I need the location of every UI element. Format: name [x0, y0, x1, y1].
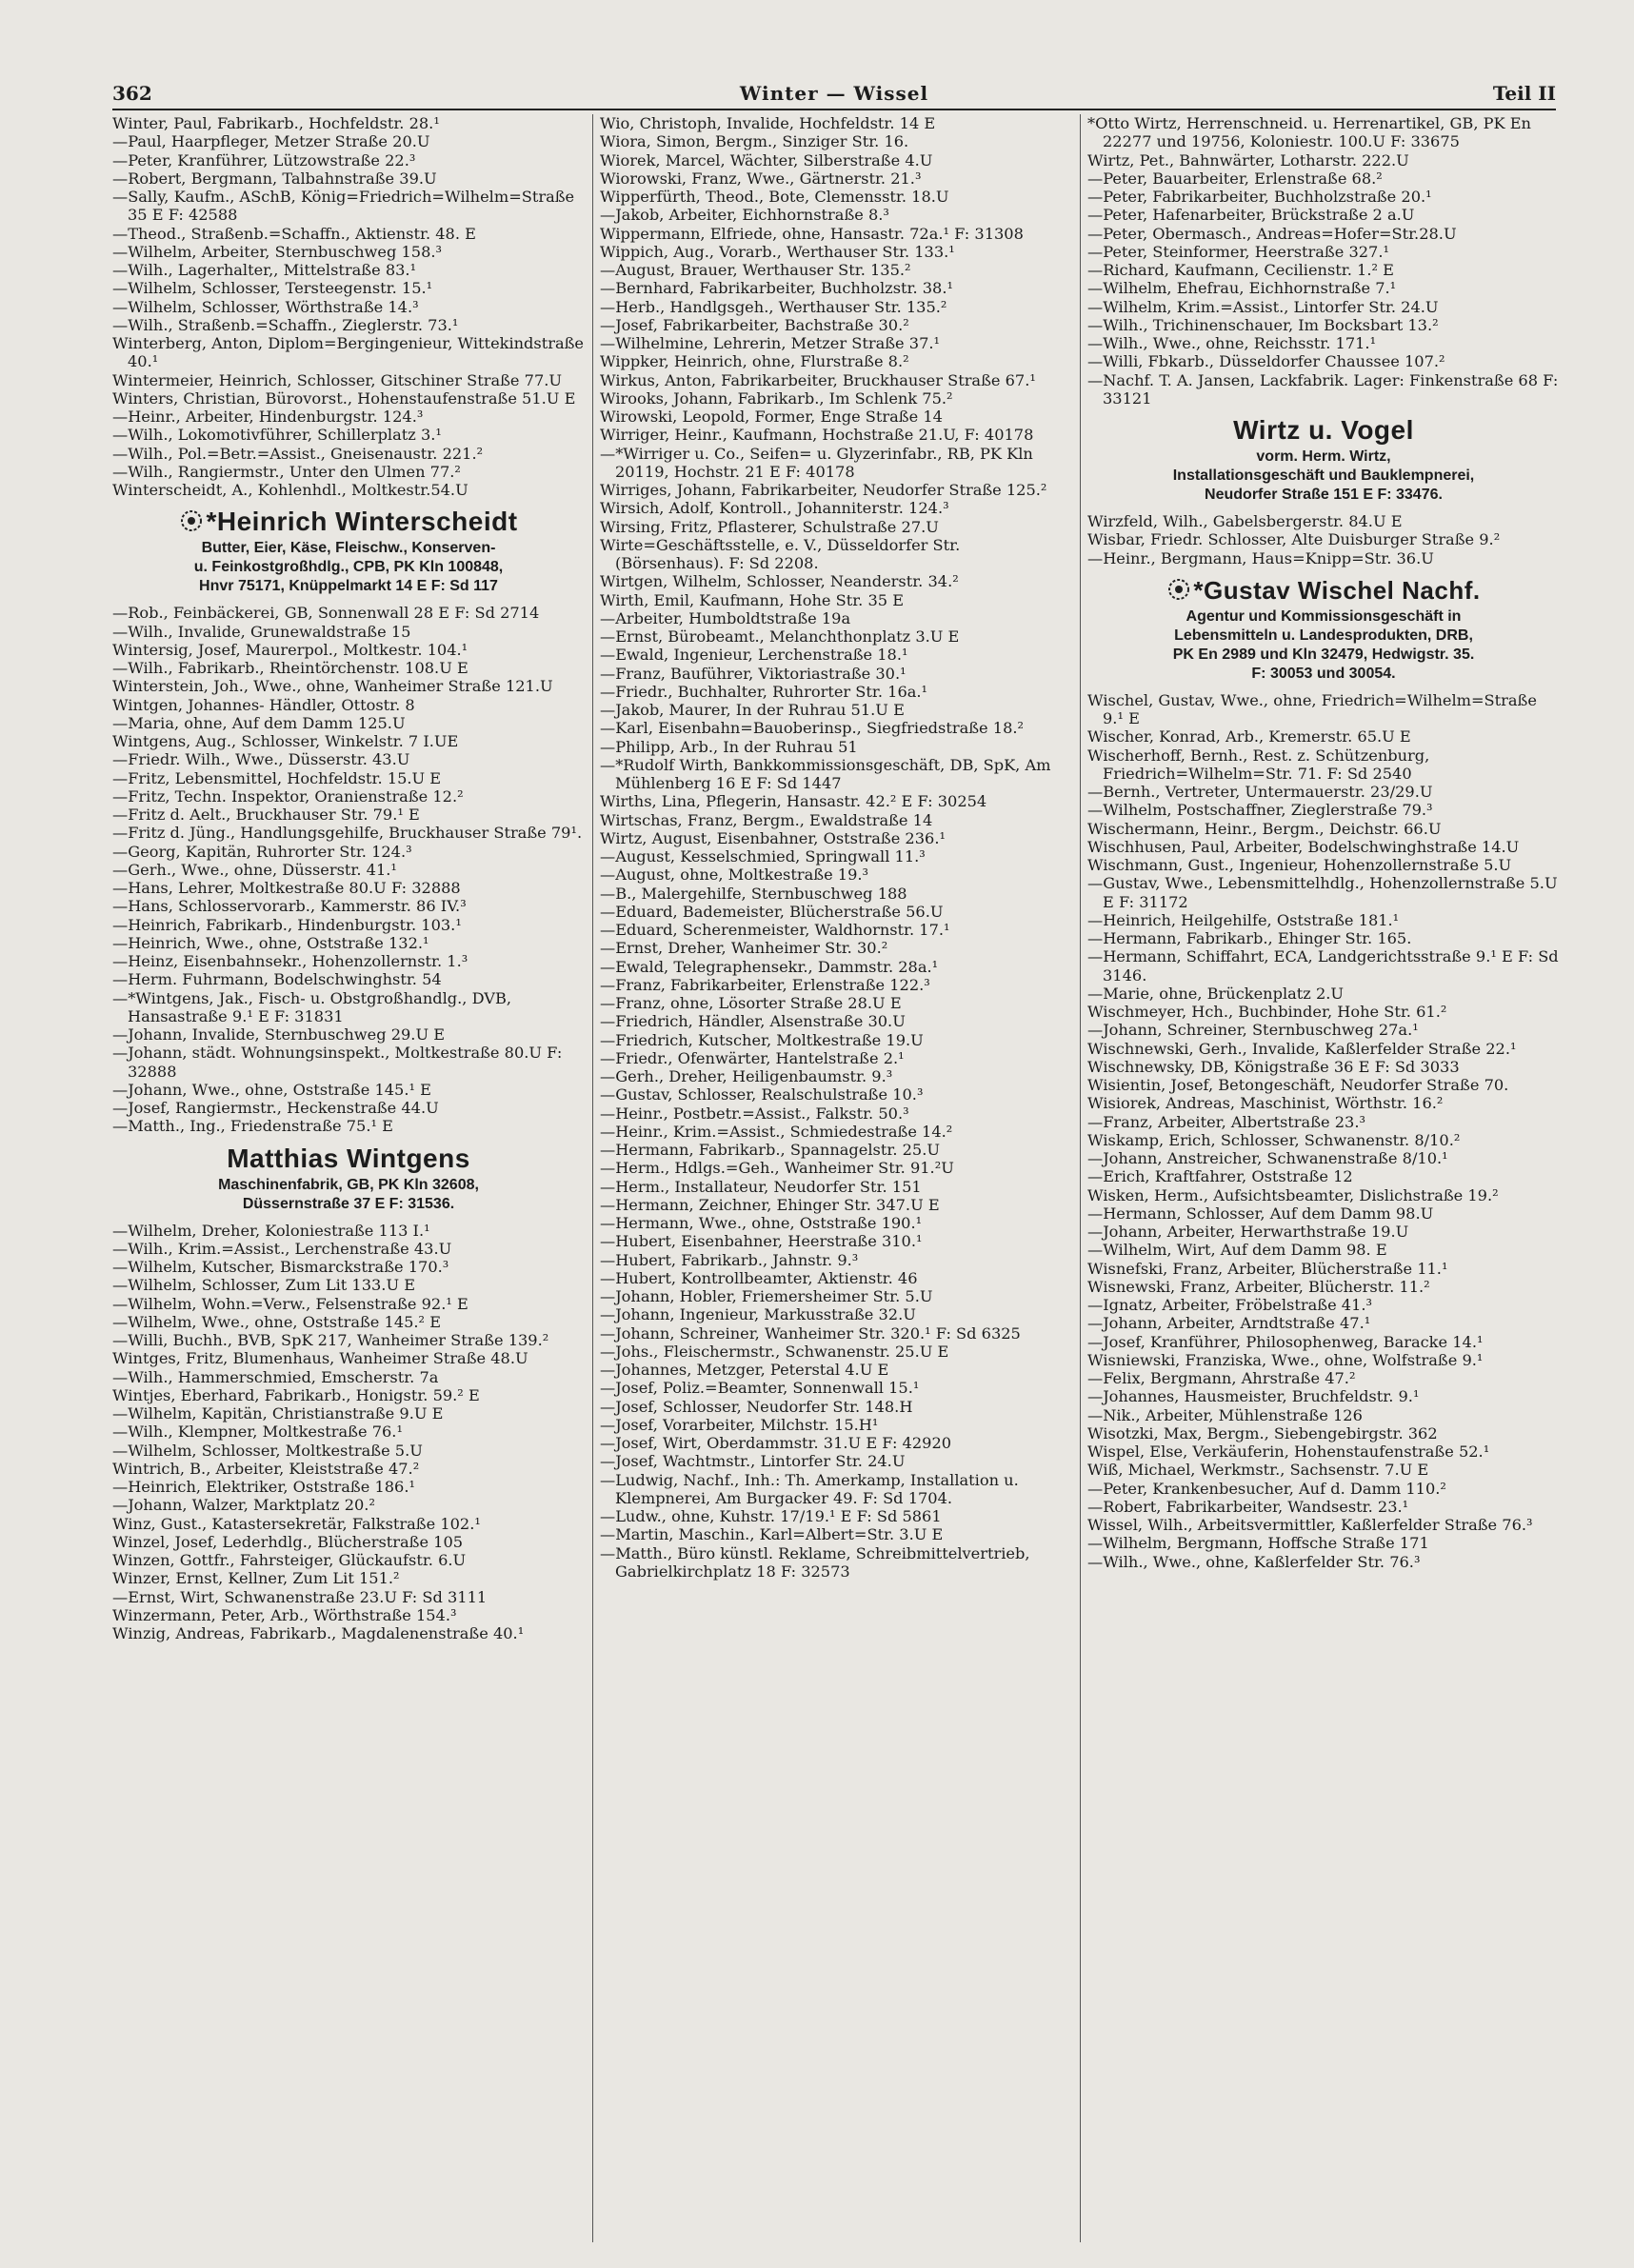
- directory-entry: —Ludw., ohne, Kuhstr. 17/19.¹ E F: Sd 5861: [600, 1507, 942, 1525]
- directory-entry: Wispel, Else, Verkäuferin, Hohenstaufenstraße 52.¹: [1087, 1442, 1490, 1461]
- directory-entry: Wisbar, Friedr. Schlosser, Alte Duisburger Straße 9.²: [1087, 530, 1501, 549]
- directory-entry: —Nachf. T. A. Jansen, Lackfabrik. Lager: Finkenstraße 68 F: 33121: [1087, 370, 1559, 408]
- directory-entry: —Wilhelm, Dreher, Koloniestraße 113 I.¹: [112, 1221, 430, 1240]
- directory-entry: Wintjes, Eberhard, Fabrikarb., Honigstr. 59.² E: [112, 1385, 480, 1404]
- ad-title: *Gustav Wischel Nachf.: [1193, 575, 1481, 605]
- directory-entry: —Herm. Fuhrmann, Bodelschwinghstr. 54: [112, 970, 442, 989]
- directory-entry: Wirth, Emil, Kaufmann, Hohe Str. 35 E: [600, 590, 905, 609]
- directory-entry: Winz, Gust., Katastersekretär, Falkstraße 102.¹: [112, 1514, 481, 1533]
- directory-entry: —Marie, ohne, Brückenplatz 2.U: [1087, 984, 1345, 1003]
- directory-entry: —Bernh., Vertreter, Untermauerstr. 23/29.U: [1087, 783, 1433, 801]
- directory-entry: —Nik., Arbeiter, Mühlenstraße 126: [1087, 1405, 1363, 1424]
- page-title: Winter — Wissel: [739, 82, 929, 105]
- directory-entry: Winzermann, Peter, Arb., Wörthstraße 154.³: [112, 1605, 457, 1624]
- directory-entry: Wiß, Michael, Werkmstr., Sachsenstr. 7.U E: [1087, 1461, 1429, 1480]
- directory-entry: —Johann, Anstreicher, Schwanenstraße 8/10.¹: [1087, 1149, 1448, 1167]
- directory-entry: —Johannes, Hausmeister, Bruchfeldstr. 9.¹: [1087, 1387, 1420, 1406]
- directory-entry: —Hans, Schlosservorarb., Kammerstr. 86 IV.³: [112, 897, 467, 916]
- directory-entry: Wiskamp, Erich, Schlosser, Schwanenstr. 8/10.²: [1087, 1130, 1461, 1149]
- directory-entry: —Ewald, Telegraphensekr., Dammstr. 28a.¹: [600, 957, 939, 976]
- directory-entry: —Robert, Bergmann, Talbahnstraße 39.U: [112, 169, 437, 188]
- directory-entry: Wirooks, Johann, Fabrikarb., Im Schlenk 75.²: [600, 388, 953, 408]
- directory-entry: —Felix, Bergmann, Ahrstraße 47.²: [1087, 1369, 1356, 1387]
- directory-entry: Winterberg, Anton, Diplom=Bergingenieur, Wittekindstraße 40.¹: [112, 334, 585, 371]
- directory-entry: —Wilh., Straßenb.=Schaffn., Zieglerstr. 73.¹: [112, 315, 459, 334]
- directory-entry: Wintermeier, Heinrich, Schlosser, Gitschiner Straße 77.U: [112, 370, 563, 389]
- directory-entry: Wirtz, Pet., Bahnwärter, Lotharstr. 222.U: [1087, 150, 1409, 169]
- directory-entry: —Johann, Arbeiter, Arndtstraße 47.¹: [1087, 1314, 1371, 1333]
- directory-entry: —Franz, Bauführer, Viktoriastraße 30.¹: [600, 664, 907, 683]
- directory-entry: —Josef, Wachtmstr., Lintorfer Str. 24.U: [600, 1452, 906, 1471]
- directory-entry: Wipperfürth, Theod., Bote, Clemensstr. 18.U: [600, 188, 949, 206]
- ad-line: Butter, Eier, Käse, Fleischw., Konserven-: [201, 540, 496, 557]
- directory-entry: Wirowski, Leopold, Former, Enge Straße 14: [600, 408, 943, 426]
- directory-entry: —Rob., Feinbäckerei, GB, Sonnenwall 28 E F: Sd 2714: [112, 604, 540, 623]
- directory-entry: —Franz, Fabrikarbeiter, Erlenstraße 122.³: [600, 975, 930, 994]
- directory-entry: —Josef, Vorarbeiter, Milchstr. 15.H¹: [600, 1415, 879, 1434]
- directory-entry: —Johann, Schreiner, Sternbuschweg 27a.¹: [1087, 1021, 1419, 1040]
- ad-line: Hnvr 75171, Knüppelmarkt 14 E F: Sd 117: [199, 578, 498, 595]
- directory-entry: —Wilhelm, Schlosser, Tersteegenstr. 15.¹: [112, 279, 433, 298]
- directory-entry: —Eduard, Bademeister, Blücherstraße 56.U: [600, 902, 944, 921]
- directory-entry: —Martin, Maschin., Karl=Albert=Str. 3.U E: [600, 1525, 944, 1544]
- advertisement: [112, 1142, 585, 1214]
- directory-entry: —Peter, Obermasch., Andreas=Hofer=Str.28.U: [1087, 224, 1457, 243]
- directory-entry: —Josef, Kranführer, Philosophenweg, Baracke 14.¹: [1087, 1332, 1484, 1351]
- directory-entry: —Ludwig, Nachf., Inh.: Th. Amerkamp, Installation u. Klempnerei, Am Burgacker 49. F: Sd 1704.: [600, 1470, 1019, 1507]
- directory-entry: —Josef, Poliz.=Beamter, Sonnenwall 15.¹: [600, 1379, 920, 1398]
- ad-line: Agentur und Kommissionsgeschäft in: [1186, 607, 1462, 625]
- directory-entry: Wintgens, Aug., Schlosser, Winkelstr. 7 I.UE: [112, 732, 459, 750]
- directory-entry: —Richard, Kaufmann, Cecilienstr. 1.² E: [1087, 261, 1394, 279]
- directory-entry: —Wilh., Fabrikarb., Rheintörchenstr. 108.U E: [112, 659, 468, 677]
- directory-entry: —Josef, Fabrikarbeiter, Bachstraße 30.²: [600, 315, 909, 334]
- directory-entry: —Friedr., Ofenwärter, Hantelstraße 2.¹: [600, 1048, 905, 1067]
- directory-entry: —Peter, Bauarbeiter, Erlenstraße 68.²: [1087, 169, 1383, 188]
- directory-entry: —Wilh., Invalide, Grunewaldstraße 15: [112, 622, 411, 641]
- directory-entry: Winterstein, Joh., Wwe., ohne, Wanheimer Straße 121.U: [112, 677, 553, 696]
- directory-entry: —Ewald, Ingenieur, Lerchenstraße 18.¹: [600, 646, 908, 665]
- ad-text: [1087, 607, 1560, 684]
- directory-entry: —Friedrich, Händler, Alsenstraße 30.U: [600, 1012, 906, 1031]
- directory-entry: —*Wirriger u. Co., Seifen= u. Glyzerinfabr., RB, PK Kln 20119, Hochstr. 21 E F: 40178: [600, 444, 1033, 481]
- directory-entry: Wischhusen, Paul, Arbeiter, Bodelschwinghstraße 14.U: [1087, 837, 1520, 856]
- page-part: Teil II: [1492, 82, 1556, 105]
- entry-list: [1087, 512, 1560, 567]
- directory-entry: Wirsich, Adolf, Kontroll., Johanniterstr. 124.³: [600, 499, 949, 518]
- ad-title: *Heinrich Winterscheidt: [206, 507, 518, 537]
- directory-entry: —Wilhelm, Schlosser, Zum Lit 133.U E: [112, 1276, 416, 1295]
- column-3: [1087, 114, 1560, 2242]
- ad-text: [112, 539, 585, 596]
- directory-entry: Wisientin, Josef, Betongeschäft, Neudorfer Straße 70.: [1087, 1076, 1509, 1094]
- directory-entry: —Wilhelm, Bergmann, Hoffsche Straße 171: [1087, 1534, 1429, 1553]
- directory-entry: —Hermann, Schiffahrt, ECA, Landgerichtsstraße 9.¹ E F: Sd 3146.: [1087, 947, 1559, 985]
- directory-entry: Wischermann, Heinr., Bergm., Deichstr. 66.U: [1087, 819, 1442, 838]
- directory-entry: —Matth., Büro künstl. Reklame, Schreibmittelvertrieb, Gabrielkirchplatz 18 F: 32573: [600, 1543, 1030, 1581]
- directory-entry: —Wilhelm, Wwe., ohne, Oststraße 145.² E: [112, 1312, 442, 1331]
- directory-entry: Wiorowski, Franz, Wwe., Gärtnerstr. 21.³: [600, 169, 922, 188]
- page-number: 362: [112, 82, 152, 105]
- directory-entry: —Wilh., Klempner, Moltkestraße 76.¹: [112, 1422, 403, 1442]
- directory-entry: —Wilhelm, Schlosser, Wörthstraße 14.³: [112, 297, 419, 316]
- directory-entry: —Georg, Kapitän, Ruhrorter Str. 124.³: [112, 842, 412, 861]
- column-divider: [1080, 114, 1081, 2242]
- directory-entry: —Wilhelm, Wirt, Auf dem Damm 98. E: [1087, 1241, 1387, 1260]
- directory-entry: —August, Kesselschmied, Springwall 11.³: [600, 847, 926, 865]
- directory-entry: —Heinr., Arbeiter, Hindenburgstr. 124.³: [112, 408, 424, 426]
- directory-entry: —Wilhelm, Krim.=Assist., Lintorfer Str. 24.U: [1087, 297, 1439, 316]
- directory-entry: —Johann, Hobler, Friemersheimer Str. 5.U: [600, 1287, 933, 1305]
- entry-list: [1087, 114, 1560, 408]
- directory-entry: Wirtgen, Wilhelm, Schlosser, Neanderstr. 34.²: [600, 572, 959, 591]
- directory-entry: —Fritz, Techn. Inspektor, Oranienstraße 12.²: [112, 786, 464, 806]
- directory-entry: —Fritz d. Aelt., Bruckhauser Str. 79.¹ E: [112, 806, 420, 824]
- directory-entry: —Ernst, Wirt, Schwanenstraße 23.U F: Sd 3111: [112, 1587, 488, 1606]
- directory-entry: Wischnewsky, DB, Königstraße 36 E F: Sd 3033: [1087, 1057, 1460, 1076]
- ad-line: F: 30053 und 30054.: [1251, 665, 1396, 682]
- directory-entry: —Wilhelm, Kutscher, Bismarckstraße 170.³: [112, 1258, 449, 1276]
- directory-entry: —Josef, Schlosser, Neudorfer Str. 148.H: [600, 1397, 913, 1416]
- directory-entry: Wippich, Aug., Vorarb., Werthauser Str. 133.¹: [600, 242, 955, 261]
- directory-entry: Wintersig, Josef, Maurerpol., Moltkestr. 104.¹: [112, 640, 468, 659]
- advertisement: [1087, 573, 1560, 684]
- directory-entry: —Peter, Kranführer, Lützowstraße 22.³: [112, 150, 416, 169]
- entry-list: [112, 604, 585, 1135]
- directory-entry: —Hubert, Kontrollbeamter, Aktienstr. 46: [600, 1268, 918, 1287]
- column-2: [600, 114, 1072, 2242]
- directory-entry: Wisniewski, Franziska, Wwe., ohne, Wolfstraße 9.¹: [1087, 1350, 1484, 1369]
- ad-text: [112, 1176, 585, 1214]
- directory-entry: Wirsing, Fritz, Pflasterer, Schulstraße 27.U: [600, 517, 939, 536]
- directory-entry: Wirte=Geschäftsstelle, e. V., Düsseldorfer Str. (Börsenhaus). F: Sd 2208.: [600, 535, 961, 572]
- directory-entry: Winterscheidt, A., Kohlenhdl., Moltkestr.54.U: [112, 481, 468, 499]
- directory-entry: —Friedrich, Kutscher, Moltkestraße 19.U: [600, 1030, 924, 1049]
- directory-entry: —Wilh., Lagerhalter,, Mittelstraße 83.¹: [112, 261, 417, 279]
- directory-entry: —Heinrich, Fabrikarb., Hindenburgstr. 103.¹: [112, 915, 462, 934]
- advertisement: [1087, 413, 1560, 505]
- directory-entry: —Bernhard, Fabrikarbeiter, Buchholzstr. 38.¹: [600, 279, 953, 298]
- directory-entry: —Wilhelm, Ehefrau, Eichhornstraße 7.¹: [1087, 279, 1397, 298]
- directory-entry: —Gustav, Wwe., Lebensmittelhdlg., Hohenzollernstraße 5.U E F: 31172: [1087, 874, 1558, 911]
- directory-entry: Wirths, Lina, Pflegerin, Hansastr. 42.² E F: 30254: [600, 792, 987, 811]
- directory-entry: —Herm., Installateur, Neudorfer Str. 151: [600, 1177, 922, 1196]
- directory-entry: Winzer, Ernst, Kellner, Zum Lit 151.²: [112, 1569, 400, 1588]
- ad-line: vorm. Herm. Wirtz,: [1256, 448, 1391, 465]
- entry-list: [112, 1222, 585, 1643]
- directory-entry: Wissel, Wilh., Arbeitsvermittler, Kaßlerfelder Straße 76.³: [1087, 1516, 1533, 1534]
- advertisement: [112, 505, 585, 596]
- directory-entry: Winzel, Josef, Lederhdlg., Blücherstraße 105: [112, 1532, 464, 1551]
- directory-entry: —Franz, ohne, Lösorter Straße 28.U E: [600, 994, 902, 1012]
- directory-entry: —Heinr., Krim.=Assist., Schmiedestraße 14.²: [600, 1122, 953, 1141]
- directory-entry: Winters, Christian, Bürovorst., Hohenstaufenstraße 51.U E: [112, 388, 576, 408]
- column-1: [112, 114, 585, 2242]
- directory-entry: —Heinrich, Heilgehilfe, Oststraße 181.¹: [1087, 910, 1400, 929]
- directory-entry: Wirtschas, Franz, Bergm., Ewaldstraße 14: [600, 810, 933, 829]
- directory-entry: —Wilhelm, Postschaffner, Zieglerstraße 79.³: [1087, 801, 1433, 820]
- directory-entry: Wisnewski, Franz, Arbeiter, Blücherstr. 11.²: [1087, 1277, 1430, 1296]
- directory-entry: —Heinrich, Elektriker, Oststraße 186.¹: [112, 1478, 415, 1496]
- directory-entry: —Wilh., Wwe., ohne, Kaßlerfelder Str. 76.³: [1087, 1552, 1421, 1571]
- directory-entry: —Robert, Fabrikarbeiter, Wandsestr. 23.¹: [1087, 1497, 1409, 1516]
- directory-entry: Wirriges, Johann, Fabrikarbeiter, Neudorfer Straße 125.²: [600, 481, 1047, 499]
- directory-entry: —Wilh., Krim.=Assist., Lerchenstraße 43.U: [112, 1239, 452, 1258]
- directory-entry: —Friedr. Wilh., Wwe., Düsserstr. 43.U: [112, 750, 410, 769]
- directory-entry: —Johs., Fleischermstr., Schwanenstr. 25.U E: [600, 1342, 949, 1361]
- directory-entry: —Willi, Fbkarb., Düsseldorfer Chaussee 107.²: [1087, 352, 1445, 371]
- directory-entry: —Gerh., Wwe., ohne, Düsserstr. 41.¹: [112, 860, 397, 879]
- ad-line: Neudorfer Straße 151 E F: 33476.: [1205, 487, 1443, 503]
- directory-entry: Wischnewski, Gerh., Invalide, Kaßlerfelder Straße 22.¹: [1087, 1039, 1517, 1058]
- directory-entry: —Sally, Kaufm., ASchB, König=Friedrich=Wilhelm=Straße 35 E F: 42588: [112, 188, 575, 225]
- directory-entry: Winter, Paul, Fabrikarb., Hochfeldstr. 28.¹: [112, 114, 440, 132]
- directory-entry: —Peter, Krankenbesucher, Auf d. Damm 110.²: [1087, 1479, 1446, 1498]
- directory-entry: —Arbeiter, Humboldtstraße 19a: [600, 608, 851, 627]
- ad-line: Installationsgeschäft und Bauklempnerei,: [1172, 468, 1475, 484]
- directory-entry: Wiora, Simon, Bergm., Sinziger Str. 16.: [600, 132, 909, 151]
- directory-entry: Wio, Christoph, Invalide, Hochfeldstr. 14 E: [600, 114, 936, 132]
- directory-entry: —Heinr., Bergmann, Haus=Knipp=Str. 36.U: [1087, 548, 1434, 567]
- directory-entry: —Wilhelm, Wohn.=Verw., Felsenstraße 92.¹ E: [112, 1294, 468, 1313]
- directory-entry: —Gustav, Schlosser, Realschulstraße 10.³: [600, 1085, 924, 1104]
- directory-entry: —Maria, ohne, Auf dem Damm 125.U: [112, 713, 406, 732]
- directory-entry: —Johann, Schreiner, Wanheimer Str. 320.¹ F: Sd 6325: [600, 1323, 1021, 1343]
- directory-entry: —Hans, Lehrer, Moltkestraße 80.U F: 32888: [112, 879, 461, 897]
- directory-entry: —Wilhelm, Kapitän, Christianstraße 9.U E: [112, 1404, 444, 1422]
- directory-entry: Wischmeyer, Hch., Buchbinder, Hohe Str. 61.²: [1087, 1003, 1447, 1021]
- directory-entry: —Hermann, Fabrikarb., Ehinger Str. 165.: [1087, 929, 1412, 947]
- directory-entry: —Hubert, Fabrikarb., Jahnstr. 9.³: [600, 1250, 859, 1269]
- directory-entry: —Wilhelm, Arbeiter, Sternbuschweg 158.³: [112, 242, 442, 261]
- directory-entry: —Johann, Ingenieur, Markusstraße 32.U: [600, 1305, 916, 1324]
- directory-entry: —Fritz d. Jüng., Handlungsgehilfe, Bruckhauser Straße 79¹.: [112, 824, 583, 843]
- directory-entry: Wisnefski, Franz, Arbeiter, Blücherstraße 11.¹: [1087, 1259, 1448, 1278]
- directory-entry: Wisken, Herm., Aufsichtsbeamter, Dislichstraße 19.²: [1087, 1185, 1499, 1204]
- ad-line: Maschinenfabrik, GB, PK Kln 32608,: [218, 1176, 479, 1193]
- ad-text: [1087, 448, 1560, 505]
- directory-entry: Wisotzki, Max, Bergm., Siebengebirgstr. 362: [1087, 1423, 1438, 1442]
- directory-entry: —Wilh., Lokomotivführer, Schillerplatz 3.¹: [112, 426, 442, 445]
- directory-entry: —Hubert, Eisenbahner, Heerstraße 310.¹: [600, 1232, 923, 1251]
- star-emblem-icon: [179, 508, 204, 533]
- directory-entry: —Peter, Fabrikarbeiter, Buchholzstraße 20.¹: [1087, 188, 1432, 206]
- directory-entry: Wisiorek, Andreas, Maschinist, Wörthstr. 16.²: [1087, 1094, 1444, 1113]
- entry-list: [112, 114, 585, 499]
- directory-entry: Wirtz, August, Eisenbahner, Oststraße 236.¹: [600, 828, 946, 847]
- directory-entry: Wippermann, Elfriede, ohne, Hansastr. 72a.¹ F: 31308: [600, 224, 1024, 243]
- directory-entry: —Herb., Handlgsgeh., Werthauser Str. 135.²: [600, 297, 947, 316]
- directory-entry: *Otto Wirtz, Herrenschneid. u. Herrenartikel, GB, PK En 22277 und 19756, Koloniestr. 100.U F: 33675: [1087, 114, 1531, 151]
- directory-entry: Wischel, Gustav, Wwe., ohne, Friedrich=Wilhelm=Straße 9.¹ E: [1087, 690, 1537, 727]
- directory-entry: —Johann, Invalide, Sternbuschweg 29.U E: [112, 1025, 446, 1044]
- directory-entry: —Jakob, Maurer, In der Ruhrau 51.U E: [600, 701, 905, 719]
- directory-entry: —Matth., Ing., Friedenstraße 75.¹ E: [112, 1117, 393, 1136]
- directory-entry: Wiorek, Marcel, Wächter, Silberstraße 4.U: [600, 150, 933, 169]
- directory-entry: Wintges, Fritz, Blumenhaus, Wanheimer Straße 48.U: [112, 1349, 528, 1368]
- ad-title: Wirtz u. Vogel: [1233, 415, 1414, 445]
- directory-entry: Winzig, Andreas, Fabrikarb., Magdalenenstraße 40.¹: [112, 1624, 525, 1642]
- directory-entry: —Ernst, Dreher, Wanheimer Str. 30.²: [600, 939, 888, 958]
- directory-entry: —Wilh., Hammerschmied, Emscherstr. 7a: [112, 1367, 439, 1386]
- directory-entry: Wirriger, Heinr., Kaufmann, Hochstraße 21.U, F: 40178: [600, 426, 1034, 445]
- directory-entry: —Jakob, Arbeiter, Eichhornstraße 8.³: [600, 206, 889, 225]
- directory-entry: —Erich, Kraftfahrer, Oststraße 12: [1087, 1167, 1353, 1186]
- directory-entry: —Wilh., Wwe., ohne, Reichsstr. 171.¹: [1087, 334, 1377, 352]
- directory-entry: —B., Malergehilfe, Sternbuschweg 188: [600, 884, 907, 903]
- directory-entry: —Philipp, Arb., In der Ruhrau 51: [600, 737, 858, 756]
- directory-entry: Wischmann, Gust., Ingenieur, Hohenzollernstraße 5.U: [1087, 856, 1512, 874]
- directory-entry: Wippker, Heinrich, ohne, Flurstraße 8.²: [600, 352, 909, 371]
- directory-entry: —Gerh., Dreher, Heiligenbaumstr. 9.³: [600, 1067, 893, 1085]
- directory-entry: —Heinrich, Wwe., ohne, Oststraße 132.¹: [112, 933, 429, 952]
- ad-title: Matthias Wintgens: [227, 1143, 470, 1173]
- directory-entry: —Wilhelm, Schlosser, Moltkestraße 5.U: [112, 1441, 423, 1460]
- directory-entry: —Johann, Walzer, Marktplatz 20.²: [112, 1496, 375, 1515]
- directory-entry: —Josef, Wirt, Oberdammstr. 31.U E F: 42920: [600, 1434, 952, 1452]
- directory-entry: Wirzfeld, Wilh., Gabelsbergerstr. 84.U E: [1087, 512, 1403, 530]
- directory-entry: —Theod., Straßenb.=Schaffn., Aktienstr. 48. E: [112, 224, 476, 243]
- directory-entry: —Johann, Arbeiter, Herwarthstraße 19.U: [1087, 1223, 1409, 1241]
- directory-entry: —Wilh., Rangiermstr., Unter den Ulmen 77.²: [112, 462, 461, 481]
- directory-entry: —*Rudolf Wirth, Bankkommissionsgeschäft, DB, SpK, Am Mühlenberg 16 E F: Sd 1447: [600, 755, 1051, 792]
- directory-entry: —*Wintgens, Jak., Fisch- u. Obstgroßhandlg., DVB, Hansastraße 9.¹ E F: 31831: [112, 988, 512, 1025]
- directory-entry: —Wilh., Pol.=Betr.=Assist., Gneisenaustr. 221.²: [112, 444, 484, 463]
- ad-line: Düssernstraße 37 E F: 31536.: [242, 1195, 455, 1212]
- directory-entry: —Hermann, Schlosser, Auf dem Damm 98.U: [1087, 1204, 1434, 1223]
- directory-entry: —Eduard, Scherenmeister, Waldhornstr. 17.¹: [600, 921, 950, 939]
- ad-line: u. Feinkostgroßhdlg., CPB, PK Kln 100848,: [193, 559, 504, 576]
- directory-entry: —Friedr., Buchhalter, Ruhrorter Str. 16a.¹: [600, 682, 928, 701]
- page-header: [112, 80, 1556, 110]
- ad-line: Lebensmitteln u. Landesprodukten, DRB,: [1174, 627, 1473, 644]
- directory-entry: Winzen, Gottfr., Fahrsteiger, Glückaufstr. 6.U: [112, 1551, 467, 1569]
- directory-entry: —Hermann, Wwe., ohne, Oststraße 190.¹: [600, 1214, 923, 1232]
- directory-entry: Wirkus, Anton, Fabrikarbeiter, Bruckhauser Straße 67.¹: [600, 370, 1036, 389]
- directory-entry: Wischerhoff, Bernh., Rest. z. Schützenburg, Friedrich=Wilhelm=Str. 71. F: Sd 2540: [1087, 746, 1430, 783]
- directory-entry: Wintgen, Johannes- Händler, Ottostr. 8: [112, 695, 415, 714]
- directory-entry: —Johannes, Metzger, Peterstal 4.U E: [600, 1361, 889, 1379]
- directory-entry: —Wilhelmine, Lehrerin, Metzer Straße 37.¹: [600, 334, 941, 352]
- entry-list: [600, 114, 1072, 1581]
- directory-entry: —August, Brauer, Werthauser Str. 135.²: [600, 261, 911, 279]
- directory-entry: —Hermann, Fabrikarb., Spannagelstr. 25.U: [600, 1141, 940, 1159]
- directory-entry: —Willi, Buchh., BVB, SpK 217, Wanheimer Straße 139.²: [112, 1331, 549, 1349]
- directory-entry: —Josef, Rangiermstr., Heckenstraße 44.U: [112, 1099, 439, 1117]
- entry-list: [1087, 691, 1560, 1571]
- directory-entry: —Ernst, Bürobeamt., Melanchthonplatz 3.U E: [600, 627, 960, 646]
- directory-entry: —Johann, städt. Wohnungsinspekt., Moltkestraße 80.U F: 32888: [112, 1044, 563, 1081]
- directory-entry: —Herm., Hdlgs.=Geh., Wanheimer Str. 91.²U: [600, 1159, 954, 1178]
- directory-entry: —Ignatz, Arbeiter, Fröbelstraße 41.³: [1087, 1296, 1373, 1314]
- directory-entry: Wintrich, B., Arbeiter, Kleiststraße 47.²: [112, 1459, 420, 1478]
- ad-line: PK En 2989 und Kln 32479, Hedwigstr. 35.: [1172, 646, 1475, 663]
- star-emblem-icon: [1166, 577, 1191, 602]
- directory-entry: —Karl, Eisenbahn=Bauoberinsp., Siegfriedstraße 18.²: [600, 719, 1025, 738]
- directory-entry: —Franz, Arbeiter, Albertstraße 23.³: [1087, 1112, 1365, 1131]
- directory-entry: —August, ohne, Moltkestraße 19.³: [600, 865, 869, 885]
- directory-entry: —Wilh., Trichinenschauer, Im Bocksbart 13.²: [1087, 315, 1439, 334]
- directory-entry: —Peter, Steinformer, Heerstraße 327.¹: [1087, 242, 1389, 261]
- directory-entry: Wischer, Konrad, Arb., Kremerstr. 65.U E: [1087, 727, 1411, 746]
- directory-entry: —Heinz, Eisenbahnsekr., Hohenzollernstr. 1.³: [112, 952, 468, 970]
- directory-entry: —Hermann, Zeichner, Ehinger Str. 347.U E: [600, 1195, 940, 1214]
- directory-entry: —Heinr., Postbetr.=Assist., Falkstr. 50.³: [600, 1104, 909, 1123]
- directory-entry: —Paul, Haarpfleger, Metzer Straße 20.U: [112, 132, 430, 151]
- column-divider: [592, 114, 593, 2242]
- directory-entry: —Fritz, Lebensmittel, Hochfeldstr. 15.U E: [112, 768, 442, 787]
- directory-entry: —Peter, Hafenarbeiter, Brückstraße 2 a.U: [1087, 206, 1415, 225]
- directory-entry: —Johann, Wwe., ohne, Oststraße 145.¹ E: [112, 1080, 431, 1099]
